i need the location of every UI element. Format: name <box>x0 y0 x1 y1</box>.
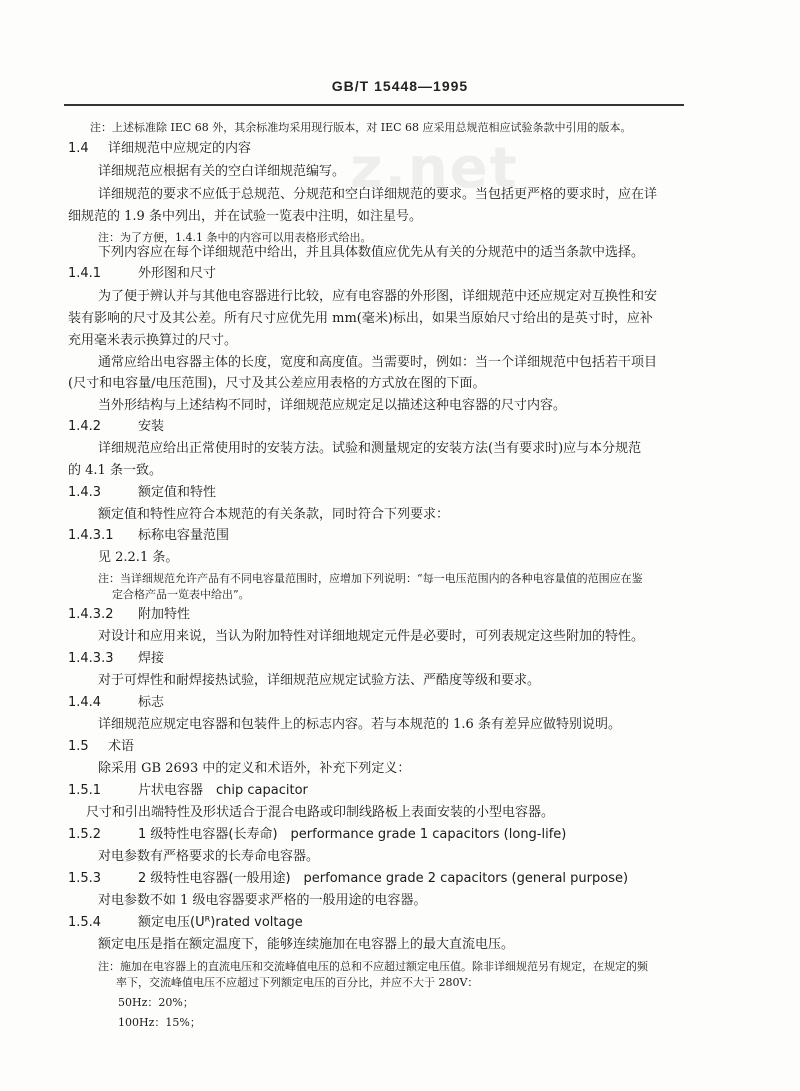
watermark: z.net <box>350 136 519 201</box>
body-line: 细规范的 1.9 条中列出，并在试验一览表中注明，如注星号。 <box>68 209 422 224</box>
note-line: 注：上述标准除 IEC 68 外，其余标准均采用现行版本，对 IEC 68 应采用总规范相应试验条款中引用的版本。 <box>90 121 632 134</box>
note-line: 100Hz：15%； <box>118 1016 201 1029</box>
section-heading: 1.5.4 额定电压(Uᴿ)rated voltage <box>68 915 303 930</box>
body-line: 对设计和应用来说，当认为附加特性对详细地规定元件是必要时，可列表规定这些附加的特性。 <box>98 629 645 644</box>
body-line: 的 4.1 条一致。 <box>68 463 162 478</box>
body-line: 为了便于辨认并与其他电容器进行比较，应有电容器的外形图，详细规范中还应规定对互换性和安 <box>98 289 658 304</box>
body-line: 通常应给出电容器主体的长度，宽度和高度值。当需要时，例如：当一个详细规范中包括若干项目 <box>98 355 658 370</box>
page-header: GB/T 15448—1995 <box>331 78 469 94</box>
body-line: 尺寸和引出端特性及形状适合于混合电路或印制线路板上表面安装的小型电容器。 <box>86 805 555 820</box>
body-line: 对于可焊性和耐焊接热试验，详细规范应规定试验方法、严酷度等级和要求。 <box>98 673 541 688</box>
body-line: 装有影响的尺寸及其公差。所有尺寸应优先用 mm(毫米)标出，如果当原始尺寸给出的是英寸时，应补 <box>68 311 653 326</box>
body-line: 详细规范应根据有关的空白详细规范编写。 <box>98 164 346 179</box>
note-line: 注：当详细规范允许产品有不同电容量范围时，应增加下列说明：“每一电压范围内的各种电容量值的范围应在鉴 <box>98 572 643 585</box>
body-line: 见 2.2.1 条。 <box>98 550 179 565</box>
section-heading: 1.4.3.3 焊接 <box>68 651 165 666</box>
body-line: 额定值和特性应符合本规范的有关条款，同时符合下列要求： <box>98 507 450 522</box>
body-line: 下列内容应在每个详细规范中给出，并且具体数值应优先从有关的分规范中的适当条款中选择。 <box>98 245 645 260</box>
header-rule <box>64 104 684 106</box>
section-heading: 1.4.1 外形图和尺寸 <box>68 266 217 281</box>
body-line: 对电参数有严格要求的长寿命电容器。 <box>98 849 320 864</box>
section-heading: 1.4.3.1 标称电容量范围 <box>68 528 230 543</box>
note-line: 50Hz：20%； <box>118 996 194 1009</box>
body-line: 详细规范的要求不应低于总规范、分规范和空白详细规范的要求。当包括更严格的要求时，应在详 <box>98 187 658 202</box>
section-heading: 1.4 详细规范中应规定的内容 <box>68 141 252 156</box>
section-heading: 1.4.4 标志 <box>68 695 165 710</box>
section-heading: 1.5 术语 <box>68 739 135 754</box>
body-line: 当外形结构与上述结构不同时，详细规范应规定足以描述这种电容器的尺寸内容。 <box>98 398 567 413</box>
body-line: 除采用 GB 2693 中的定义和术语外，补充下列定义： <box>98 761 411 776</box>
section-heading: 1.5.1 片状电容器 chip capacitor <box>68 783 308 798</box>
body-line: 充用毫米表示换算过的尺寸。 <box>68 333 238 348</box>
body-line: 对电参数不如 1 级电容器要求严格的一般用途的电容器。 <box>98 893 427 908</box>
body-line: (尺寸和电容量/电压范围)，尺寸及其公差应用表格的方式放在图的下面。 <box>68 376 486 391</box>
note-line: 率下，交流峰值电压不应超过下列额定电压的百分比，并应不大于 280V： <box>116 976 479 989</box>
section-heading: 1.5.2 1 级特性电容器(长寿命) performance grade 1 capacitors (long-life) <box>68 827 567 842</box>
note-line: 注：施加在电容器上的直流电压和交流峰值电压的总和不应超过额定电压值。除非详细规范另有规定，在规定的频 <box>98 960 648 973</box>
body-line: 详细规范应给出正常使用时的安装方法。试验和测量规定的安装方法(当有要求时)应与本分规范 <box>98 441 642 456</box>
section-heading: 1.4.3 额定值和特性 <box>68 485 217 500</box>
section-heading: 1.5.3 2 级特性电容器(一般用途) perfomance grade 2 capacitors (general purpose) <box>68 871 629 886</box>
section-heading: 1.4.3.2 附加特性 <box>68 607 191 622</box>
body-line: 详细规范应规定电容器和包装件上的标志内容。若与本规范的 1.6 条有差异应做特别说明。 <box>98 717 621 732</box>
body-line: 额定电压是指在额定温度下，能够连续施加在电容器上的最大直流电压。 <box>98 937 515 952</box>
note-line: 注：为了方便，1.4.1 条中的内容可以用表格形式给出。 <box>98 231 372 244</box>
note-line: 定合格产品一览表中给出”。 <box>112 588 250 601</box>
section-heading: 1.4.2 安装 <box>68 419 165 434</box>
